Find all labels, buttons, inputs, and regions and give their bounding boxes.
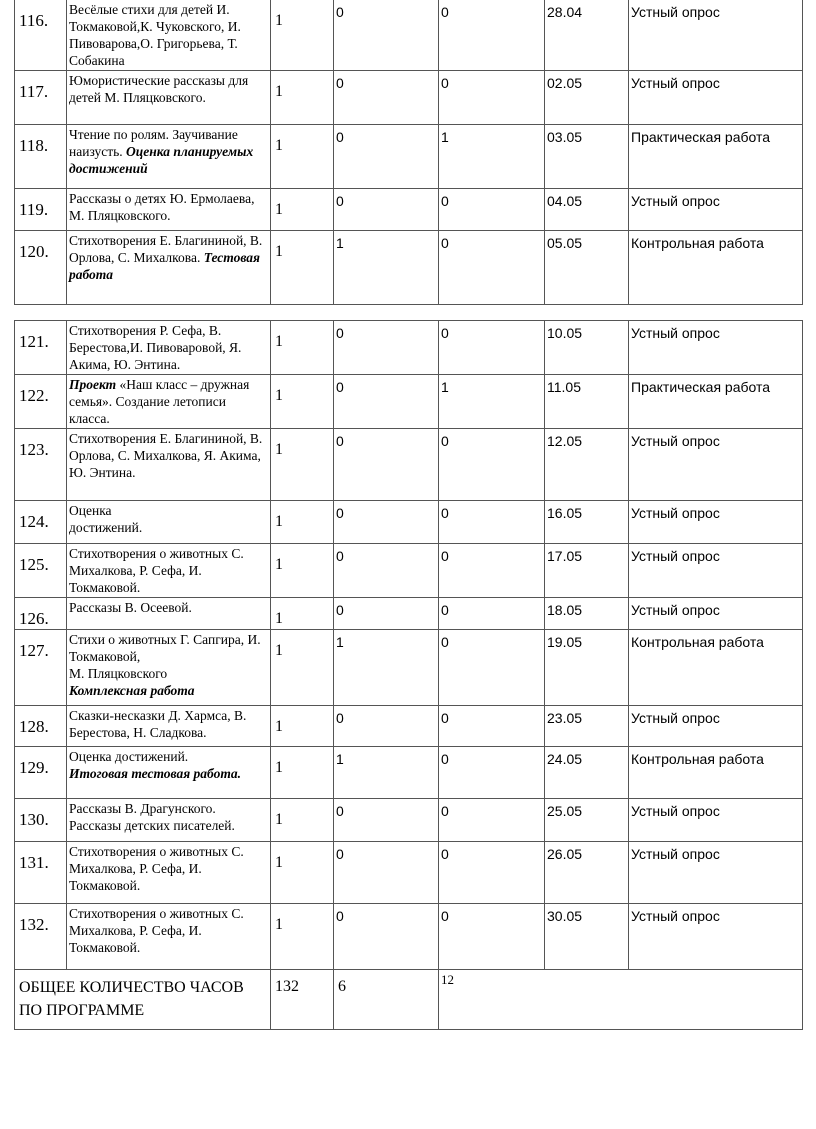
row-number: 118. <box>15 125 67 189</box>
control-count: 0 <box>334 799 439 842</box>
lesson-topic <box>67 544 271 598</box>
control-form: Устный опрос <box>629 189 803 231</box>
lesson-date: 18.05 <box>545 598 629 630</box>
lesson-date: 24.05 <box>545 747 629 799</box>
practical-count: 0 <box>439 706 545 747</box>
lesson-topic <box>67 71 271 125</box>
lesson-topic <box>67 429 271 501</box>
practical-count: 0 <box>439 598 545 630</box>
hours: 1 <box>271 0 334 71</box>
control-form: Устный опрос <box>629 904 803 970</box>
topic-emphasis: Проект <box>69 377 117 392</box>
lesson-table-1 <box>14 0 803 305</box>
table-2-body <box>15 321 803 970</box>
lesson-topic <box>67 231 271 305</box>
topic-text: Весёлые стихи для детей И. Токмаковой,К. Чуковского, И. Пивоварова,О. Григорьева, Т. Собакина <box>69 2 241 68</box>
control-form: Устный опрос <box>629 706 803 747</box>
table-row <box>15 706 803 747</box>
control-form: Устный опрос <box>629 598 803 630</box>
hours: 1 <box>271 747 334 799</box>
hours: 1 <box>271 842 334 904</box>
lesson-topic <box>67 125 271 189</box>
total-practical: 12 <box>439 970 803 1030</box>
practical-count: 0 <box>439 189 545 231</box>
hours: 1 <box>271 231 334 305</box>
control-form: Устный опрос <box>629 501 803 544</box>
lesson-date: 04.05 <box>545 189 629 231</box>
row-number: 132. <box>15 904 67 970</box>
topic-emphasis: Оценка планируемых достижений <box>69 144 254 176</box>
lesson-topic <box>67 706 271 747</box>
lesson-date: 25.05 <box>545 799 629 842</box>
table-row <box>15 598 803 630</box>
lesson-date: 10.05 <box>545 321 629 375</box>
table-row <box>15 747 803 799</box>
topic-text: Стихотворения Р. Сефа, В. Берестова,И. Пивоваровой, Я. Акима, Ю. Энтина. <box>69 323 242 372</box>
control-form: Устный опрос <box>629 429 803 501</box>
practical-count: 1 <box>439 375 545 429</box>
table-row <box>15 842 803 904</box>
control-count: 0 <box>334 544 439 598</box>
practical-count: 0 <box>439 429 545 501</box>
practical-count: 1 <box>439 125 545 189</box>
topic-text: Стихотворения Е. Благининой, В. Орлова, С. Михалкова, Я. Акима, Ю. Энтина. <box>69 431 263 480</box>
table-row <box>15 501 803 544</box>
topic-text: Юмористические рассказы для детей М. Пляцковского. <box>69 73 249 105</box>
table-row <box>15 125 803 189</box>
table-row <box>15 375 803 429</box>
hours: 1 <box>271 904 334 970</box>
control-form: Практическая работа <box>629 125 803 189</box>
table-row <box>15 71 803 125</box>
lesson-topic <box>67 0 271 71</box>
row-number: 121. <box>15 321 67 375</box>
lesson-table-2 <box>14 320 803 1030</box>
table-row <box>15 429 803 501</box>
practical-count: 0 <box>439 904 545 970</box>
row-number: 129. <box>15 747 67 799</box>
hours: 1 <box>271 799 334 842</box>
practical-count: 0 <box>439 321 545 375</box>
table-1-body <box>15 0 803 305</box>
lesson-date: 17.05 <box>545 544 629 598</box>
control-form: Контрольная работа <box>629 747 803 799</box>
lesson-topic <box>67 630 271 706</box>
topic-text: Стихотворения Е. Благининой, В. Орлова, С. Михалкова. <box>69 233 263 265</box>
topic-emphasis: Итоговая тестовая работа. <box>69 766 241 781</box>
table-row <box>15 321 803 375</box>
table-row <box>15 231 803 305</box>
control-form: Контрольная работа <box>629 630 803 706</box>
practical-count: 0 <box>439 501 545 544</box>
topic-text: Рассказы В. Осеевой. <box>69 600 192 615</box>
control-form: Устный опрос <box>629 799 803 842</box>
lesson-topic <box>67 799 271 842</box>
table-row <box>15 0 803 71</box>
table-row <box>15 544 803 598</box>
table-row <box>15 799 803 842</box>
table-row <box>15 189 803 231</box>
total-control: 6 <box>334 970 439 1030</box>
control-count: 0 <box>334 429 439 501</box>
control-count: 1 <box>334 747 439 799</box>
practical-count: 0 <box>439 71 545 125</box>
lesson-topic <box>67 375 271 429</box>
lesson-topic <box>67 321 271 375</box>
lesson-date: 16.05 <box>545 501 629 544</box>
lesson-date: 19.05 <box>545 630 629 706</box>
topic-text: Сказки-несказки Д. Хармса, В. Берестова, Н. Сладкова. <box>69 708 247 740</box>
practical-count: 0 <box>439 747 545 799</box>
hours: 1 <box>271 544 334 598</box>
row-number: 122. <box>15 375 67 429</box>
row-number: 123. <box>15 429 67 501</box>
practical-count: 0 <box>439 799 545 842</box>
topic-text: Стихотворения о животных С. Михалкова, Р. Сефа, И. Токмаковой. <box>69 906 244 955</box>
control-count: 1 <box>334 231 439 305</box>
lesson-date: 03.05 <box>545 125 629 189</box>
lesson-topic <box>67 747 271 799</box>
topic-text: Стихотворения о животных С. Михалкова, Р. Сефа, И. Токмаковой. <box>69 546 244 595</box>
control-count: 0 <box>334 706 439 747</box>
control-count: 1 <box>334 630 439 706</box>
practical-count: 0 <box>439 842 545 904</box>
lesson-date: 12.05 <box>545 429 629 501</box>
lesson-date: 30.05 <box>545 904 629 970</box>
control-form: Устный опрос <box>629 71 803 125</box>
hours: 1 <box>271 630 334 706</box>
row-number: 117. <box>15 71 67 125</box>
topic-text: Рассказы В. Драгунского. Рассказы детских писателей. <box>69 801 235 833</box>
row-number: 126. <box>15 598 67 630</box>
row-number: 124. <box>15 501 67 544</box>
control-count: 0 <box>334 0 439 71</box>
control-count: 0 <box>334 501 439 544</box>
hours: 1 <box>271 71 334 125</box>
row-number: 127. <box>15 630 67 706</box>
control-form: Практическая работа <box>629 375 803 429</box>
lesson-topic <box>67 189 271 231</box>
row-number: 130. <box>15 799 67 842</box>
control-form: Устный опрос <box>629 321 803 375</box>
control-count: 0 <box>334 189 439 231</box>
control-count: 0 <box>334 375 439 429</box>
total-row <box>15 970 803 1030</box>
row-number: 128. <box>15 706 67 747</box>
lesson-date: 23.05 <box>545 706 629 747</box>
hours: 1 <box>271 598 334 630</box>
control-form: Устный опрос <box>629 0 803 71</box>
lesson-date: 02.05 <box>545 71 629 125</box>
topic-emphasis: Комплексная работа <box>69 683 195 698</box>
lesson-date: 11.05 <box>545 375 629 429</box>
row-number: 120. <box>15 231 67 305</box>
topic-text: Стихи о животных Г. Сапгира, И. Токмаковой, М. Пляцковского <box>69 632 261 681</box>
topic-text: Рассказы о детях Ю. Ермолаева, М. Пляцковского. <box>69 191 255 223</box>
hours: 1 <box>271 501 334 544</box>
hours: 1 <box>271 189 334 231</box>
total-label: ОБЩЕЕ КОЛИЧЕСТВО ЧАСОВ ПО ПРОГРАММЕ <box>15 970 271 1030</box>
row-number: 125. <box>15 544 67 598</box>
lesson-date: 28.04 <box>545 0 629 71</box>
control-count: 0 <box>334 598 439 630</box>
topic-text: Оценка достижений. <box>69 503 143 535</box>
hours: 1 <box>271 321 334 375</box>
lesson-date: 05.05 <box>545 231 629 305</box>
topic-text: Чтение по ролям. Заучивание наизусть. <box>69 127 238 159</box>
row-number: 119. <box>15 189 67 231</box>
topic-text: Стихотворения о животных С. Михалкова, Р. Сефа, И. Токмаковой. <box>69 844 244 893</box>
control-form: Устный опрос <box>629 544 803 598</box>
hours: 1 <box>271 429 334 501</box>
control-form: Контрольная работа <box>629 231 803 305</box>
practical-count: 0 <box>439 231 545 305</box>
lesson-date: 26.05 <box>545 842 629 904</box>
practical-count: 0 <box>439 544 545 598</box>
lesson-topic <box>67 842 271 904</box>
total-hours: 132 <box>271 970 334 1030</box>
topic-emphasis: Тестовая работа <box>69 250 260 282</box>
hours: 1 <box>271 125 334 189</box>
practical-count: 0 <box>439 630 545 706</box>
lesson-topic <box>67 904 271 970</box>
control-count: 0 <box>334 842 439 904</box>
topic-text: Оценка достижений. <box>69 749 189 764</box>
practical-count: 0 <box>439 0 545 71</box>
control-count: 0 <box>334 904 439 970</box>
row-number: 116. <box>15 0 67 71</box>
row-number: 131. <box>15 842 67 904</box>
lesson-topic <box>67 501 271 544</box>
hours: 1 <box>271 375 334 429</box>
control-form: Устный опрос <box>629 842 803 904</box>
lesson-topic <box>67 598 271 630</box>
control-count: 0 <box>334 125 439 189</box>
table-row <box>15 630 803 706</box>
hours: 1 <box>271 706 334 747</box>
table-row <box>15 904 803 970</box>
control-count: 0 <box>334 321 439 375</box>
topic-text: «Наш класс – дружная семья». Создание летописи класса. <box>69 377 250 426</box>
control-count: 0 <box>334 71 439 125</box>
